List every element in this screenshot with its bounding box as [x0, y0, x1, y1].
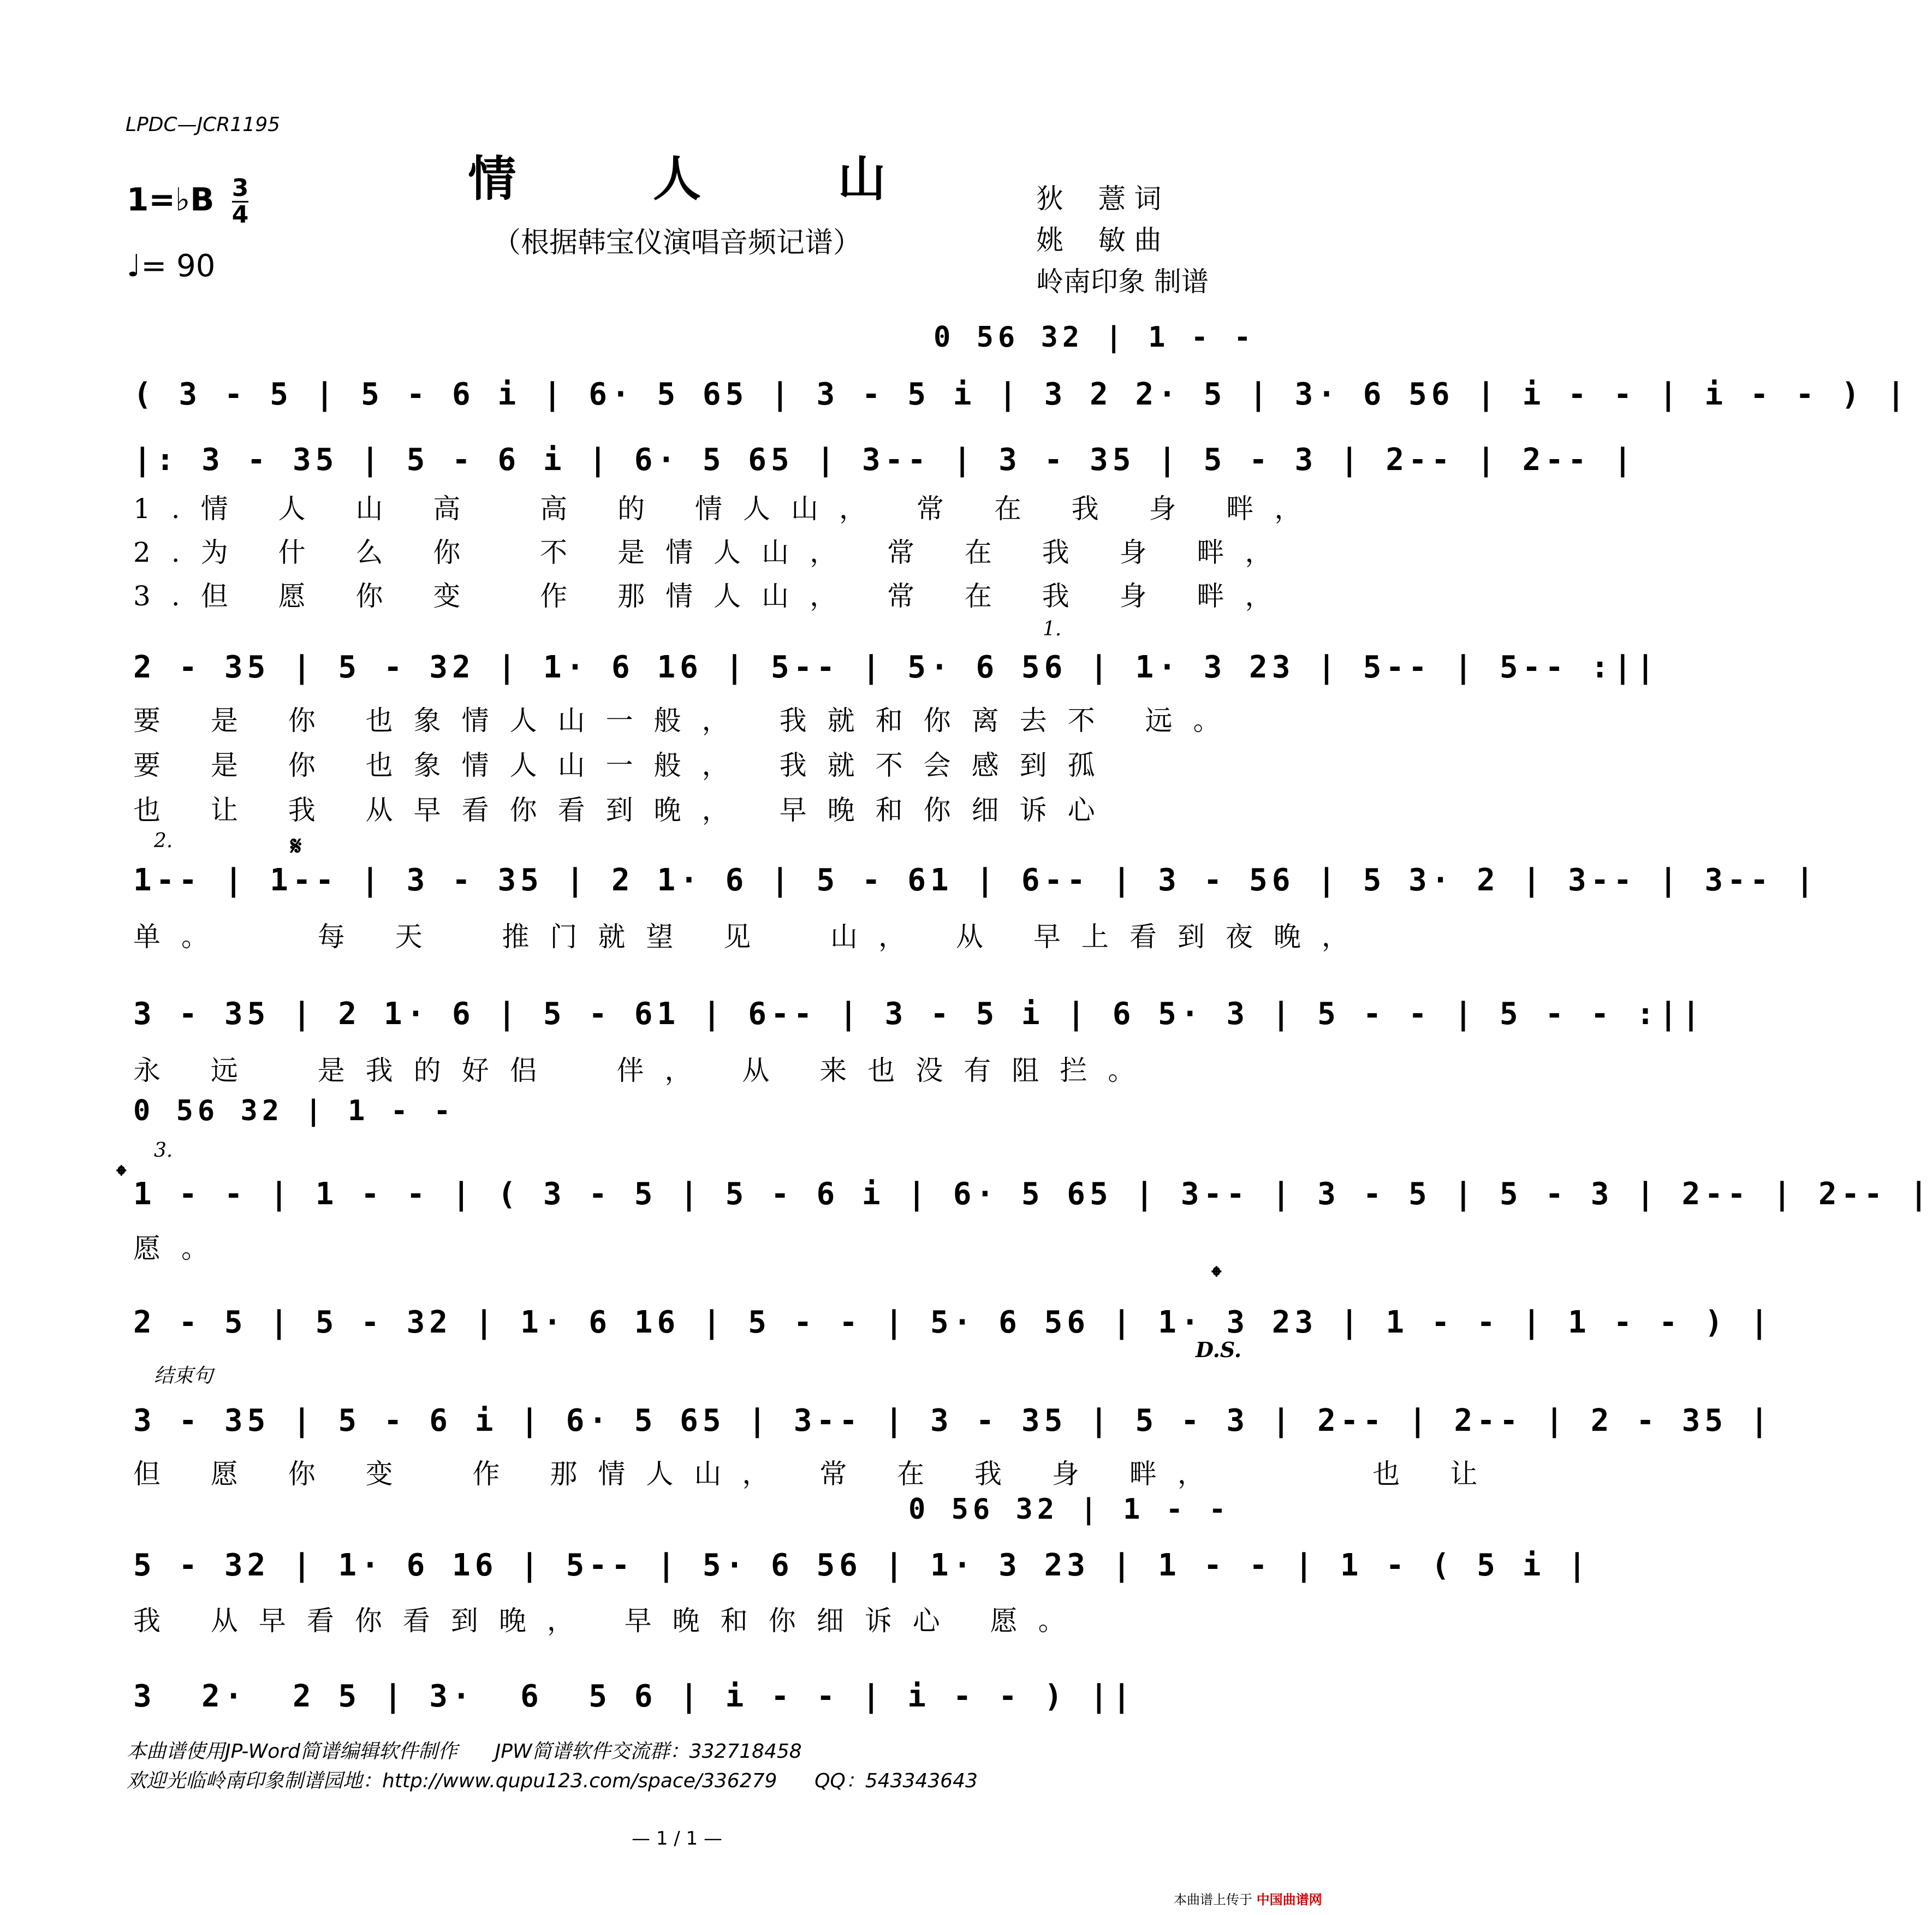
song-title: 情 人 山 [468, 150, 946, 207]
lyric-verse-1: 1.情 人 山 高 高 的 情人山， 常 在 我 身 畔， [133, 493, 1323, 525]
pickup-measures-1: 0 56 32 | 1 - - [934, 321, 1256, 354]
lyric: 永 远 是我的好侣 伴， 从 来也没有阻拦。 [133, 1055, 1156, 1086]
lyricist: 狄 薏 词 [1036, 183, 1162, 215]
lyric-verse-2: 要 是 你 也象情人山一般， 我就不会感到孤 [133, 750, 1116, 781]
lyric-verse-2: 2.为 什 么 你 不 是情人山， 常 在 我 身 畔， [133, 537, 1293, 568]
score-line-2 [127, 442, 1637, 612]
score-line-9 [127, 1548, 1591, 1640]
notes: 3 - 35 | 5 - 6 i | 6· 5 65 | 3-- | 3 - 35 | 5 - 3 | 2-- | 2-- | 2 - 35 | [133, 1403, 1773, 1438]
notes: 1 - - | 1 - - | ( 3 - 5 | 5 - 6 i | 6· 5 65 | 3-- | 3 - 5 | 5 - 3 | 2-- | 2-- | [133, 1176, 1932, 1212]
volta-3: 3. [154, 1139, 173, 1162]
time-top: 3 [231, 174, 249, 202]
lyric: 我 从早看你看到晚， 早晚和你细诉心 愿。 [133, 1605, 1086, 1637]
notes: |: 3 - 35 | 5 - 6 i | 6· 5 65 | 3-- | 3 - 35 | 5 - 3 | 2-- | 2-- | [133, 442, 1637, 478]
ending-label: 结束句 [154, 1365, 213, 1387]
key-label: 1=♭B [127, 181, 215, 218]
credits [1036, 178, 1209, 302]
song-subtitle: （根据韩宝仪演唱音频记谱） [492, 227, 861, 259]
coda-icon: 𝄌 [1212, 1261, 1221, 1292]
score-line-6 [117, 1139, 1932, 1269]
composer: 姚 敏 曲 [1036, 224, 1162, 256]
volta-1: 1. [1043, 618, 1062, 640]
score-code: LPDC—JCR1195 [126, 114, 281, 136]
notes: 1-- | 1-- | 3 - 35 | 2 1· 6 | 5 - 61 | 6-- | 3 - 56 | 5 3· 2 | 3-- | 3-- | [133, 863, 1818, 898]
site-logo: 中国曲谱网 [1256, 1892, 1322, 1907]
key-signature [127, 176, 248, 228]
lyric: 愿。 [133, 1233, 229, 1264]
lyric: 但 愿 你 变 作 那情人山， 常 在 我 身 畔， 也 让 [133, 1458, 1499, 1490]
time-bottom: 4 [231, 201, 249, 229]
score-line-7 [127, 1261, 1773, 1397]
lyric: 单。 每 天 推门就望 见 山， 从 早上看到夜晚， [133, 921, 1370, 953]
tempo-mark: ♩= 90 [127, 248, 216, 284]
arranger: 岭南印象 制谱 [1036, 266, 1209, 298]
time-signature [232, 176, 249, 228]
score-line-4 [127, 830, 1818, 955]
score-line-8 [127, 1365, 1773, 1496]
pickup-measures-2: 0 56 32 | 1 - - [133, 1095, 455, 1127]
upload-credit [1174, 1889, 1322, 1908]
upload-text: 本曲谱上传于 [1174, 1892, 1252, 1907]
notes: ( 3 - 5 | 5 - 6 i | 6· 5 65 | 3 - 5 i | 3 2 2· 5 | 3· 6 56 | i - - | i - - ) | [133, 377, 1910, 412]
notes: 2 - 5 | 5 - 32 | 1· 6 16 | 5 - - | 5· 6 56 | 1· 3 23 | 1 - - | 1 - - ) | [133, 1305, 1773, 1340]
footer-website: 欢迎光临岭南印象制谱园地：http://www.qupu123.com/space/336279 QQ：543343643 [127, 1770, 978, 1792]
notes: 3 - 35 | 2 1· 6 | 5 - 61 | 6-- | 3 - 5 i | 6 5· 3 | 5 - - | 5 - - :|| [133, 996, 1705, 1032]
score-line-5 [127, 996, 1705, 1089]
lyric-verse-1: 要 是 你 也象情人山一般， 我就和你离去不 远。 [133, 705, 1241, 736]
page-number: — 1 / 1 — [632, 1828, 722, 1849]
lyric-verse-3: 也 让 我 从早看你看到晚， 早晚和你细诉心 [133, 794, 1116, 826]
score-line-3 [127, 618, 1659, 826]
dal-segno: D.S. [1196, 1337, 1242, 1362]
volta-2: 2. [154, 830, 173, 852]
notes: 2 - 35 | 5 - 32 | 1· 6 16 | 5-- | 5· 6 56 | 1· 3 23 | 5-- | 5-- :|| [133, 650, 1659, 685]
footer [127, 1737, 978, 1796]
notes: 3 2· 2 5 | 3· 6 5 6 | i - - | i - - ) || [133, 1679, 1136, 1714]
footer-software: 本曲谱使用JP-Word简谱编辑软件制作 JPW简谱软件交流群：332718458 [127, 1740, 802, 1763]
segno-mark: 𝄋 [290, 831, 302, 861]
notes: 5 - 32 | 1· 6 16 | 5-- | 5· 6 56 | 1· 3 23 | 1 - - | 1 - ( 5 i | [133, 1548, 1591, 1583]
lyric-verse-3: 3.但 愿 你 变 作 那情人山， 常 在 我 身 畔， [133, 580, 1293, 612]
pickup-measures-3: 0 56 32 | 1 - - [908, 1493, 1230, 1526]
coda-icon: 𝄌 [117, 1160, 126, 1191]
